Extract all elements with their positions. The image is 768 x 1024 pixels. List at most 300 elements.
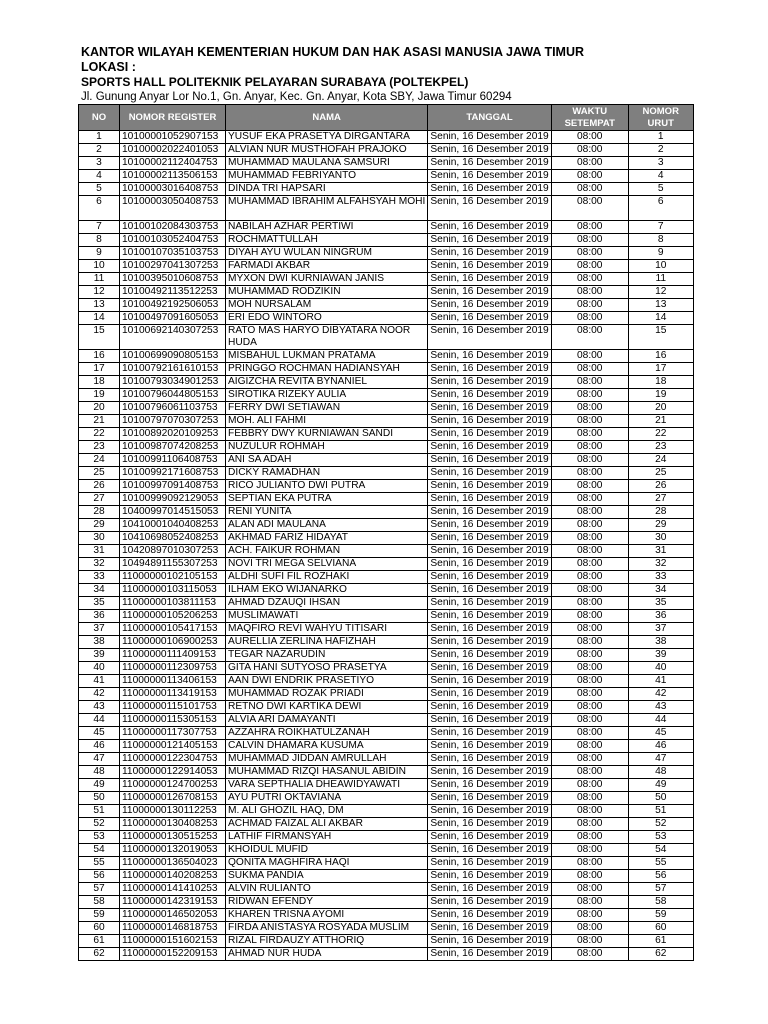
cell-order: 31: [628, 545, 693, 558]
cell-date: Senin, 16 Desember 2019: [428, 649, 551, 662]
cell-time: 08:00: [551, 935, 628, 948]
cell-time: 08:00: [551, 247, 628, 260]
cell-register: 10100997091408753: [120, 480, 226, 493]
cell-date: Senin, 16 Desember 2019: [428, 610, 551, 623]
cell-order: 41: [628, 675, 693, 688]
cell-time: 08:00: [551, 234, 628, 247]
cell-date: Senin, 16 Desember 2019: [428, 805, 551, 818]
cell-no: 59: [79, 909, 120, 922]
cell-no: 30: [79, 532, 120, 545]
cell-date: Senin, 16 Desember 2019: [428, 273, 551, 286]
cell-date: Senin, 16 Desember 2019: [428, 170, 551, 183]
cell-register: 11000000152209153: [120, 948, 226, 961]
cell-date: Senin, 16 Desember 2019: [428, 792, 551, 805]
table-row: [79, 454, 694, 467]
cell-no: 8: [79, 234, 120, 247]
registration-table: [78, 104, 694, 961]
cell-register: 11000000130112253: [120, 805, 226, 818]
cell-date: Senin, 16 Desember 2019: [428, 402, 551, 415]
table-row: [79, 183, 694, 196]
cell-date: Senin, 16 Desember 2019: [428, 286, 551, 299]
cell-time: 08:00: [551, 183, 628, 196]
cell-order: 57: [628, 883, 693, 896]
cell-no: 20: [79, 402, 120, 415]
table-row: [79, 883, 694, 896]
table-row: [79, 792, 694, 805]
cell-no: 35: [79, 597, 120, 610]
cell-name: SIROTIKA RIZEKY AULIA: [226, 389, 428, 402]
table-row: [79, 273, 694, 286]
cell-name: PRINGGO ROCHMAN HADIANSYAH: [226, 363, 428, 376]
cell-register: 10100892020109253: [120, 428, 226, 441]
table-row: [79, 221, 694, 234]
cell-name: ROCHMATTULLAH: [226, 234, 428, 247]
cell-order: 19: [628, 389, 693, 402]
cell-name: MYXON DWI KURNIAWAN JANIS: [226, 273, 428, 286]
cell-date: Senin, 16 Desember 2019: [428, 740, 551, 753]
table-row: [79, 519, 694, 532]
cell-order: 56: [628, 870, 693, 883]
cell-date: Senin, 16 Desember 2019: [428, 584, 551, 597]
cell-no: 45: [79, 727, 120, 740]
cell-no: 51: [79, 805, 120, 818]
cell-date: Senin, 16 Desember 2019: [428, 221, 551, 234]
cell-date: Senin, 16 Desember 2019: [428, 506, 551, 519]
cell-date: Senin, 16 Desember 2019: [428, 922, 551, 935]
cell-register: 11000000130515253: [120, 831, 226, 844]
table-row: [79, 247, 694, 260]
cell-name: RIDWAN EFENDY: [226, 896, 428, 909]
cell-name: ACHMAD FAIZAL ALI AKBAR: [226, 818, 428, 831]
column-header-name: NAMA: [226, 105, 428, 131]
cell-name: FEBBRY DWY KURNIAWAN SANDI: [226, 428, 428, 441]
cell-order: 52: [628, 818, 693, 831]
venue-address: Jl. Gunung Anyar Lor No.1, Gn. Anyar, Kec. Gn. Anyar, Kota SBY, Jawa Timur 60294: [81, 91, 512, 103]
cell-register: 10100001052907153: [120, 131, 226, 144]
cell-name: FERRY DWI SETIAWAN: [226, 402, 428, 415]
cell-order: 32: [628, 558, 693, 571]
cell-register: 10100492192506053: [120, 299, 226, 312]
cell-order: 11: [628, 273, 693, 286]
cell-order: 59: [628, 909, 693, 922]
cell-order: 16: [628, 350, 693, 363]
cell-time: 08:00: [551, 766, 628, 779]
cell-register: 11000000146502053: [120, 909, 226, 922]
cell-name: ALVIAN NUR MUSTHOFAH PRAJOKO: [226, 144, 428, 157]
table-row: [79, 766, 694, 779]
cell-register: 11000000142319153: [120, 896, 226, 909]
table-row: [79, 350, 694, 363]
cell-name: M. ALI GHOZIL HAQ, DM: [226, 805, 428, 818]
table-row: [79, 753, 694, 766]
cell-register: 11000000117307753: [120, 727, 226, 740]
cell-register: 11000000132019053: [120, 844, 226, 857]
cell-no: 49: [79, 779, 120, 792]
table-row: [79, 467, 694, 480]
cell-register: 11000000136504023: [120, 857, 226, 870]
cell-no: 52: [79, 818, 120, 831]
cell-time: 08:00: [551, 597, 628, 610]
table-row: [79, 312, 694, 325]
cell-name: RENI YUNITA: [226, 506, 428, 519]
cell-order: 26: [628, 480, 693, 493]
cell-time: 08:00: [551, 636, 628, 649]
cell-register: 10494891155307253: [120, 558, 226, 571]
cell-no: 58: [79, 896, 120, 909]
cell-register: 11000000111409153: [120, 649, 226, 662]
cell-no: 55: [79, 857, 120, 870]
table-row: [79, 441, 694, 454]
cell-no: 13: [79, 299, 120, 312]
cell-order: 20: [628, 402, 693, 415]
cell-name: ALDHI SUFI FIL ROZHAKI: [226, 571, 428, 584]
cell-name: MAQFIRO REVI WAHYU TITISARI: [226, 623, 428, 636]
cell-order: 8: [628, 234, 693, 247]
cell-name: GITA HANI SUTYOSO PRASETYA: [226, 662, 428, 675]
table-row: [79, 857, 694, 870]
table-row: [79, 675, 694, 688]
cell-date: Senin, 16 Desember 2019: [428, 636, 551, 649]
cell-name: KHAREN TRISNA AYOMI: [226, 909, 428, 922]
cell-name: AHMAD NUR HUDA: [226, 948, 428, 961]
cell-name: LATHIF FIRMANSYAH: [226, 831, 428, 844]
cell-no: 62: [79, 948, 120, 961]
cell-name: TEGAR NAZARUDIN: [226, 649, 428, 662]
cell-register: 11000000115101753: [120, 701, 226, 714]
cell-time: 08:00: [551, 221, 628, 234]
cell-date: Senin, 16 Desember 2019: [428, 183, 551, 196]
cell-name: NUZULUR ROHMAH: [226, 441, 428, 454]
cell-name: AYU PUTRI OKTAVIANA: [226, 792, 428, 805]
cell-name: AURELLIA ZERLINA HAFIZHAH: [226, 636, 428, 649]
cell-time: 08:00: [551, 805, 628, 818]
cell-register: 10100107035103753: [120, 247, 226, 260]
cell-register: 10100796061103753: [120, 402, 226, 415]
cell-time: 08:00: [551, 688, 628, 701]
cell-date: Senin, 16 Desember 2019: [428, 714, 551, 727]
table-row: [79, 610, 694, 623]
cell-register: 10410698052408253: [120, 532, 226, 545]
cell-date: Senin, 16 Desember 2019: [428, 571, 551, 584]
cell-date: Senin, 16 Desember 2019: [428, 157, 551, 170]
cell-register: 10100492113512253: [120, 286, 226, 299]
cell-order: 42: [628, 688, 693, 701]
table-row: [79, 286, 694, 299]
cell-name: MUSLIMAWATI: [226, 610, 428, 623]
column-header-date: TANGGAL: [428, 105, 551, 131]
cell-order: 37: [628, 623, 693, 636]
cell-order: 17: [628, 363, 693, 376]
cell-no: 38: [79, 636, 120, 649]
cell-name: NABILAH AZHAR PERTIWI: [226, 221, 428, 234]
cell-name: MISBAHUL LUKMAN PRATAMA: [226, 350, 428, 363]
office-title: KANTOR WILAYAH KEMENTERIAN HUKUM DAN HAK ASASI MANUSIA JAWA TIMUR: [81, 45, 585, 59]
table-row: [79, 948, 694, 961]
cell-date: Senin, 16 Desember 2019: [428, 727, 551, 740]
cell-time: 08:00: [551, 584, 628, 597]
cell-date: Senin, 16 Desember 2019: [428, 467, 551, 480]
cell-time: 08:00: [551, 857, 628, 870]
cell-date: Senin, 16 Desember 2019: [428, 325, 551, 350]
cell-order: 40: [628, 662, 693, 675]
cell-register: 10100002022401053: [120, 144, 226, 157]
cell-order: 10: [628, 260, 693, 273]
table-row: [79, 584, 694, 597]
cell-name: ANI SA ADAH: [226, 454, 428, 467]
cell-date: Senin, 16 Desember 2019: [428, 234, 551, 247]
cell-register: 11000000105206253: [120, 610, 226, 623]
cell-time: 08:00: [551, 675, 628, 688]
cell-order: 18: [628, 376, 693, 389]
cell-date: Senin, 16 Desember 2019: [428, 247, 551, 260]
cell-time: 08:00: [551, 792, 628, 805]
table-row: [79, 701, 694, 714]
cell-register: 11000000122914053: [120, 766, 226, 779]
table-row: [79, 922, 694, 935]
cell-date: Senin, 16 Desember 2019: [428, 779, 551, 792]
cell-date: Senin, 16 Desember 2019: [428, 454, 551, 467]
cell-time: 08:00: [551, 623, 628, 636]
cell-register: 11000000141410253: [120, 883, 226, 896]
cell-time: 08:00: [551, 532, 628, 545]
cell-register: 10100991106408753: [120, 454, 226, 467]
table-row: [79, 196, 694, 221]
cell-order: 47: [628, 753, 693, 766]
cell-register: 10100003050408753: [120, 196, 226, 221]
table-header-row: [79, 105, 694, 131]
cell-register: 10100102084303753: [120, 221, 226, 234]
cell-date: Senin, 16 Desember 2019: [428, 350, 551, 363]
table-row: [79, 170, 694, 183]
cell-time: 08:00: [551, 363, 628, 376]
cell-order: 4: [628, 170, 693, 183]
table-row: [79, 131, 694, 144]
cell-date: Senin, 16 Desember 2019: [428, 376, 551, 389]
cell-register: 10100497091605053: [120, 312, 226, 325]
cell-order: 5: [628, 183, 693, 196]
cell-time: 08:00: [551, 273, 628, 286]
cell-register: 11000000102105153: [120, 571, 226, 584]
cell-order: 27: [628, 493, 693, 506]
cell-time: 08:00: [551, 922, 628, 935]
cell-time: 08:00: [551, 727, 628, 740]
cell-order: 60: [628, 922, 693, 935]
cell-order: 33: [628, 571, 693, 584]
cell-register: 11000000112309753: [120, 662, 226, 675]
cell-order: 39: [628, 649, 693, 662]
table-row: [79, 532, 694, 545]
cell-date: Senin, 16 Desember 2019: [428, 675, 551, 688]
table-body: [79, 131, 694, 961]
cell-time: 08:00: [551, 415, 628, 428]
cell-order: 36: [628, 610, 693, 623]
cell-time: 08:00: [551, 350, 628, 363]
cell-time: 08:00: [551, 571, 628, 584]
cell-register: 10100103052404753: [120, 234, 226, 247]
table-row: [79, 493, 694, 506]
cell-register: 10100297041307253: [120, 260, 226, 273]
cell-no: 40: [79, 662, 120, 675]
table-row: [79, 818, 694, 831]
cell-order: 44: [628, 714, 693, 727]
cell-no: 37: [79, 623, 120, 636]
cell-no: 39: [79, 649, 120, 662]
cell-date: Senin, 16 Desember 2019: [428, 260, 551, 273]
cell-name: ACH. FAIKUR ROHMAN: [226, 545, 428, 558]
table-row: [79, 325, 694, 350]
cell-date: Senin, 16 Desember 2019: [428, 428, 551, 441]
cell-date: Senin, 16 Desember 2019: [428, 312, 551, 325]
cell-order: 48: [628, 766, 693, 779]
cell-time: 08:00: [551, 896, 628, 909]
cell-register: 11000000121405153: [120, 740, 226, 753]
table-row: [79, 831, 694, 844]
cell-order: 9: [628, 247, 693, 260]
cell-date: Senin, 16 Desember 2019: [428, 558, 551, 571]
cell-name: SUKMA PANDIA: [226, 870, 428, 883]
table-row: [79, 714, 694, 727]
cell-time: 08:00: [551, 649, 628, 662]
cell-register: 10100395010608753: [120, 273, 226, 286]
cell-name: RATO MAS HARYO DIBYATARA NOOR HUDA: [226, 325, 428, 350]
cell-name: DINDA TRI HAPSARI: [226, 183, 428, 196]
cell-date: Senin, 16 Desember 2019: [428, 766, 551, 779]
cell-time: 08:00: [551, 753, 628, 766]
table-row: [79, 740, 694, 753]
cell-register: 10100987074208253: [120, 441, 226, 454]
cell-date: Senin, 16 Desember 2019: [428, 299, 551, 312]
cell-name: ALVIN RULIANTO: [226, 883, 428, 896]
cell-order: 25: [628, 467, 693, 480]
cell-name: SEPTIAN EKA PUTRA: [226, 493, 428, 506]
cell-time: 08:00: [551, 948, 628, 961]
table-row: [79, 623, 694, 636]
cell-order: 3: [628, 157, 693, 170]
cell-register: 10100002113506153: [120, 170, 226, 183]
table-row: [79, 870, 694, 883]
table-row: [79, 234, 694, 247]
cell-time: 08:00: [551, 131, 628, 144]
document-header: [81, 45, 701, 105]
table-row: [79, 909, 694, 922]
cell-register: 11000000124700253: [120, 779, 226, 792]
cell-time: 08:00: [551, 170, 628, 183]
cell-date: Senin, 16 Desember 2019: [428, 480, 551, 493]
cell-name: ALVIA ARI DAMAYANTI: [226, 714, 428, 727]
table-row: [79, 376, 694, 389]
cell-name: DICKY RAMADHAN: [226, 467, 428, 480]
cell-name: DIYAH AYU WULAN NINGRUM: [226, 247, 428, 260]
cell-no: 25: [79, 467, 120, 480]
cell-date: Senin, 16 Desember 2019: [428, 131, 551, 144]
cell-name: MUHAMMAD RODZIKIN: [226, 286, 428, 299]
cell-name: ALAN ADI MAULANA: [226, 519, 428, 532]
cell-no: 1: [79, 131, 120, 144]
cell-time: 08:00: [551, 286, 628, 299]
cell-no: 2: [79, 144, 120, 157]
cell-order: 55: [628, 857, 693, 870]
cell-name: KHOIDUL MUFID: [226, 844, 428, 857]
cell-order: 24: [628, 454, 693, 467]
cell-no: 17: [79, 363, 120, 376]
cell-no: 28: [79, 506, 120, 519]
cell-order: 30: [628, 532, 693, 545]
cell-date: Senin, 16 Desember 2019: [428, 545, 551, 558]
cell-name: FARMADI AKBAR: [226, 260, 428, 273]
cell-time: 08:00: [551, 545, 628, 558]
cell-order: 45: [628, 727, 693, 740]
cell-no: 46: [79, 740, 120, 753]
cell-register: 10100992171608753: [120, 467, 226, 480]
column-header-time: WAKTU SETEMPAT: [551, 105, 628, 131]
table-row: [79, 571, 694, 584]
cell-register: 10100002112404753: [120, 157, 226, 170]
cell-name: MUHAMMAD JIDDAN AMRULLAH: [226, 753, 428, 766]
cell-date: Senin, 16 Desember 2019: [428, 363, 551, 376]
cell-order: 12: [628, 286, 693, 299]
table-row: [79, 662, 694, 675]
cell-order: 7: [628, 221, 693, 234]
cell-register: 10100699090805153: [120, 350, 226, 363]
cell-name: ILHAM EKO WIJANARKO: [226, 584, 428, 597]
cell-date: Senin, 16 Desember 2019: [428, 389, 551, 402]
cell-time: 08:00: [551, 506, 628, 519]
cell-date: Senin, 16 Desember 2019: [428, 896, 551, 909]
cell-register: 10100692140307253: [120, 325, 226, 350]
cell-no: 18: [79, 376, 120, 389]
cell-date: Senin, 16 Desember 2019: [428, 415, 551, 428]
cell-no: 26: [79, 480, 120, 493]
cell-date: Senin, 16 Desember 2019: [428, 857, 551, 870]
cell-name: MOH. ALI FAHMI: [226, 415, 428, 428]
cell-time: 08:00: [551, 402, 628, 415]
cell-time: 08:00: [551, 376, 628, 389]
cell-no: 12: [79, 286, 120, 299]
cell-date: Senin, 16 Desember 2019: [428, 196, 551, 221]
table-row: [79, 805, 694, 818]
cell-time: 08:00: [551, 196, 628, 221]
cell-register: 11000000130408253: [120, 818, 226, 831]
cell-date: Senin, 16 Desember 2019: [428, 441, 551, 454]
cell-name: AAN DWI ENDRIK PRASETIYO: [226, 675, 428, 688]
cell-name: VARA SEPTHALIA DHEAWIDYAWATI: [226, 779, 428, 792]
cell-date: Senin, 16 Desember 2019: [428, 753, 551, 766]
cell-no: 48: [79, 766, 120, 779]
column-header-register: NOMOR REGISTER: [120, 105, 226, 131]
cell-no: 43: [79, 701, 120, 714]
cell-no: 31: [79, 545, 120, 558]
cell-no: 53: [79, 831, 120, 844]
cell-time: 08:00: [551, 441, 628, 454]
cell-name: AIGIZCHA REVITA BYNANIEL: [226, 376, 428, 389]
cell-no: 36: [79, 610, 120, 623]
cell-order: 13: [628, 299, 693, 312]
cell-time: 08:00: [551, 909, 628, 922]
cell-order: 38: [628, 636, 693, 649]
cell-register: 11000000106900253: [120, 636, 226, 649]
table-row: [79, 402, 694, 415]
table-row: [79, 415, 694, 428]
cell-name: FIRDA ANISTASYA ROSYADA MUSLIM: [226, 922, 428, 935]
cell-name: NOVI TRI MEGA SELVIANA: [226, 558, 428, 571]
table-row: [79, 935, 694, 948]
cell-register: 11000000151602153: [120, 935, 226, 948]
cell-register: 11000000122304753: [120, 753, 226, 766]
cell-name: MUHAMMAD ROZAK PRIADI: [226, 688, 428, 701]
cell-order: 62: [628, 948, 693, 961]
cell-order: 28: [628, 506, 693, 519]
cell-register: 11000000115305153: [120, 714, 226, 727]
